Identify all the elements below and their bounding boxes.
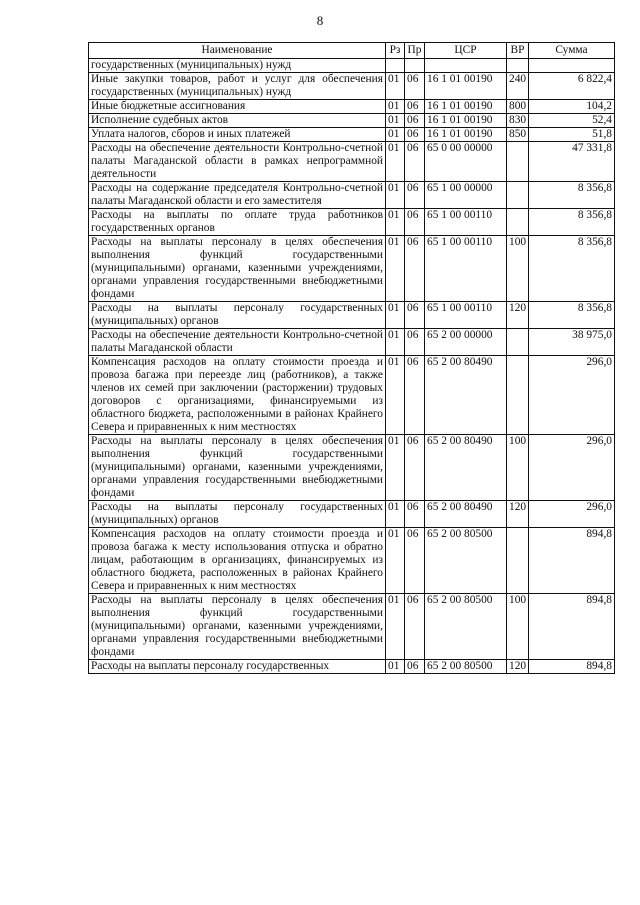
cell-name: государственных (муниципальных) нужд (89, 59, 386, 73)
cell-name: Расходы на выплаты персоналу в целях обеспечения выполнения функций государственными (муниципальными) органами, казенными учреждениями, органами управления государственными внебюджетными фондами (89, 236, 386, 302)
cell-pr: 06 (405, 660, 425, 674)
cell-csr: 65 2 00 80490 (425, 356, 507, 435)
cell-rz: 01 (386, 236, 405, 302)
cell-rz: 01 (386, 660, 405, 674)
cell-pr: 06 (405, 128, 425, 142)
header-pr: Пр (405, 43, 425, 59)
cell-pr: 06 (405, 142, 425, 182)
cell-rz: 01 (386, 302, 405, 329)
cell-vr (507, 182, 529, 209)
cell-csr: 65 1 00 00110 (425, 302, 507, 329)
cell-csr: 65 1 00 00110 (425, 209, 507, 236)
cell-rz: 01 (386, 73, 405, 100)
cell-sum: 8 356,8 (529, 209, 615, 236)
cell-vr: 120 (507, 660, 529, 674)
cell-vr (507, 329, 529, 356)
header-vr: ВР (507, 43, 529, 59)
cell-name: Расходы на выплаты персоналу государственных (89, 660, 386, 674)
cell-csr: 16 1 01 00190 (425, 73, 507, 100)
cell-sum: 104,2 (529, 100, 615, 114)
table-row (89, 501, 615, 528)
cell-csr: 65 0 00 00000 (425, 142, 507, 182)
cell-vr (507, 209, 529, 236)
cell-sum: 296,0 (529, 501, 615, 528)
cell-sum: 38 975,0 (529, 329, 615, 356)
table-row (89, 528, 615, 594)
cell-rz: 01 (386, 114, 405, 128)
cell-name: Расходы на обеспечение деятельности Контрольно-счетной палаты Магаданской области (89, 329, 386, 356)
cell-vr (507, 59, 529, 73)
cell-sum: 6 822,4 (529, 73, 615, 100)
cell-vr: 120 (507, 501, 529, 528)
cell-rz: 01 (386, 356, 405, 435)
cell-sum: 52,4 (529, 114, 615, 128)
cell-name: Расходы на обеспечение деятельности Контрольно-счетной палаты Магаданской области в рамках непрограммной деятельности (89, 142, 386, 182)
cell-vr: 120 (507, 302, 529, 329)
cell-pr: 06 (405, 209, 425, 236)
cell-rz: 01 (386, 100, 405, 114)
cell-sum: 894,8 (529, 594, 615, 660)
cell-rz: 01 (386, 528, 405, 594)
cell-csr: 65 2 00 80490 (425, 435, 507, 501)
cell-rz: 01 (386, 435, 405, 501)
page-number: 8 (316, 13, 324, 28)
cell-vr: 240 (507, 73, 529, 100)
cell-csr: 65 2 00 80500 (425, 660, 507, 674)
cell-rz: 01 (386, 329, 405, 356)
table-row (89, 182, 615, 209)
cell-sum: 8 356,8 (529, 302, 615, 329)
table-row (89, 356, 615, 435)
cell-name: Расходы на выплаты персоналу государственных (муниципальных) органов (89, 501, 386, 528)
cell-pr: 06 (405, 302, 425, 329)
cell-name: Компенсация расходов на оплату стоимости проезда и провоза багажа к месту использования отпуска и обратно лицам, работающим в организациях, финансируемых из областного бюджета, расположенных в районах Крайнего Севера и приравненных к ним местностях (89, 528, 386, 594)
cell-rz: 01 (386, 594, 405, 660)
header-rz: Рз (386, 43, 405, 59)
table-row (89, 59, 615, 73)
cell-vr (507, 356, 529, 435)
cell-csr: 65 2 00 80500 (425, 594, 507, 660)
cell-csr: 16 1 01 00190 (425, 114, 507, 128)
cell-pr: 06 (405, 100, 425, 114)
cell-pr: 06 (405, 182, 425, 209)
table-row (89, 209, 615, 236)
cell-sum: 51,8 (529, 128, 615, 142)
cell-name: Расходы на выплаты по оплате труда работников государственных органов (89, 209, 386, 236)
cell-sum: 47 331,8 (529, 142, 615, 182)
table-row (89, 435, 615, 501)
budget-table (88, 42, 615, 674)
table-row (89, 594, 615, 660)
cell-pr: 06 (405, 114, 425, 128)
cell-name: Расходы на выплаты персоналу государственных (муниципальных) органов (89, 302, 386, 329)
cell-pr: 06 (405, 594, 425, 660)
cell-rz: 01 (386, 182, 405, 209)
cell-rz: 01 (386, 209, 405, 236)
cell-sum: 894,8 (529, 528, 615, 594)
cell-pr: 06 (405, 501, 425, 528)
cell-name: Уплата налогов, сборов и иных платежей (89, 128, 386, 142)
table-header-row (89, 43, 615, 59)
cell-name: Иные закупки товаров, работ и услуг для обеспечения государственных (муниципальных) нужд (89, 73, 386, 100)
cell-vr: 850 (507, 128, 529, 142)
cell-pr: 06 (405, 356, 425, 435)
cell-csr: 65 2 00 80500 (425, 528, 507, 594)
cell-pr: 06 (405, 528, 425, 594)
cell-sum: 8 356,8 (529, 182, 615, 209)
table-row (89, 236, 615, 302)
cell-vr: 100 (507, 435, 529, 501)
cell-sum: 296,0 (529, 356, 615, 435)
cell-vr: 800 (507, 100, 529, 114)
cell-vr: 830 (507, 114, 529, 128)
cell-sum: 296,0 (529, 435, 615, 501)
table-row (89, 302, 615, 329)
cell-csr: 65 1 00 00000 (425, 182, 507, 209)
cell-pr: 06 (405, 73, 425, 100)
header-name: Наименование (89, 43, 386, 59)
cell-sum: 8 356,8 (529, 236, 615, 302)
cell-name: Компенсация расходов на оплату стоимости проезда и провоза багажа при переезде лиц (работников), а также членов их семей при заключении (расторжении) трудовых договоров с организациями, финансируемыми из областного бюджета, расположенными в районах Крайнего Севера и приравненных к ним местностях (89, 356, 386, 435)
cell-name: Расходы на содержание председателя Контрольно-счетной палаты Магаданской области и его заместителя (89, 182, 386, 209)
table-row (89, 73, 615, 100)
header-csr: ЦСР (425, 43, 507, 59)
cell-pr (405, 59, 425, 73)
cell-rz: 01 (386, 142, 405, 182)
cell-name: Исполнение судебных актов (89, 114, 386, 128)
cell-vr (507, 142, 529, 182)
cell-name: Расходы на выплаты персоналу в целях обеспечения выполнения функций государственными (муниципальными) органами, казенными учреждениями, органами управления государственными внебюджетными фондами (89, 594, 386, 660)
cell-sum (529, 59, 615, 73)
table-row (89, 660, 615, 674)
cell-csr: 16 1 01 00190 (425, 128, 507, 142)
cell-csr: 65 2 00 00000 (425, 329, 507, 356)
table-row (89, 128, 615, 142)
cell-pr: 06 (405, 435, 425, 501)
cell-csr: 16 1 01 00190 (425, 100, 507, 114)
cell-sum: 894,8 (529, 660, 615, 674)
cell-name: Иные бюджетные ассигнования (89, 100, 386, 114)
cell-pr: 06 (405, 236, 425, 302)
cell-csr (425, 59, 507, 73)
cell-csr: 65 1 00 00110 (425, 236, 507, 302)
cell-csr: 65 2 00 80490 (425, 501, 507, 528)
cell-name: Расходы на выплаты персоналу в целях обеспечения выполнения функций государственными (муниципальными) органами, казенными учреждениями, органами управления государственными внебюджетными фондами (89, 435, 386, 501)
cell-rz: 01 (386, 128, 405, 142)
cell-pr: 06 (405, 329, 425, 356)
cell-vr: 100 (507, 594, 529, 660)
table-row (89, 114, 615, 128)
cell-rz: 01 (386, 501, 405, 528)
cell-vr (507, 528, 529, 594)
table-row (89, 100, 615, 114)
table-row (89, 329, 615, 356)
table-row (89, 142, 615, 182)
cell-rz (386, 59, 405, 73)
header-sum: Сумма (529, 43, 615, 59)
cell-vr: 100 (507, 236, 529, 302)
